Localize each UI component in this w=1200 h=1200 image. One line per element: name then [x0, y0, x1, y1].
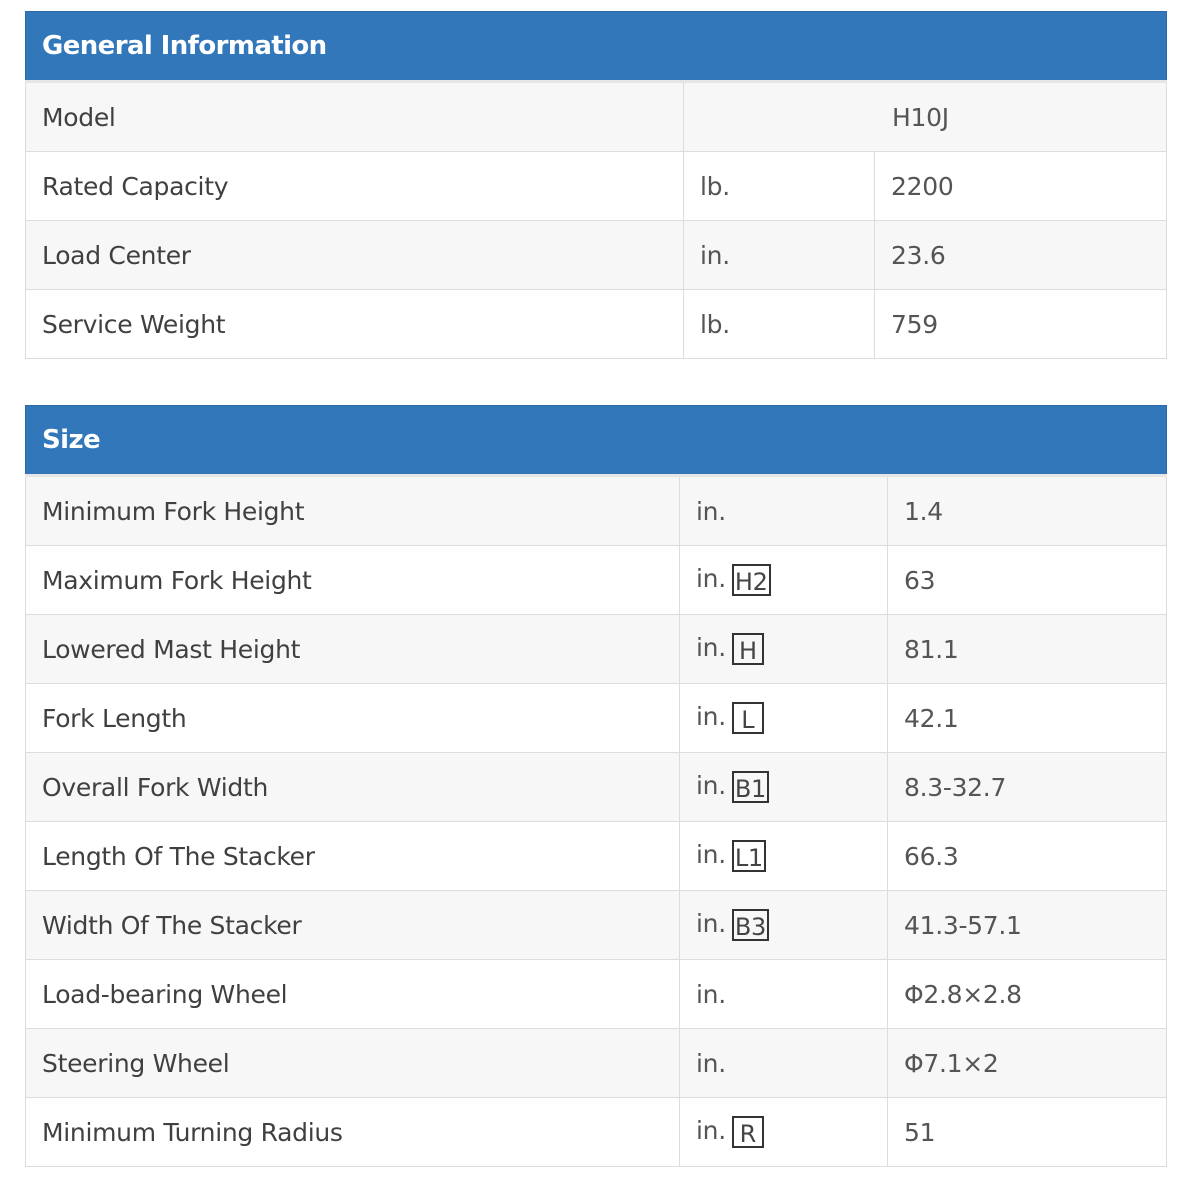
- spec-unit: in.: [696, 564, 726, 593]
- spec-label: Maximum Fork Height: [26, 546, 680, 615]
- spec-unit: in.: [696, 496, 726, 526]
- spec-unit-cell: [680, 891, 888, 960]
- dimension-code-badge: R: [732, 1116, 764, 1148]
- spec-value: 51: [888, 1098, 1167, 1167]
- model-value: H10J: [684, 82, 1167, 152]
- spec-unit-cell: [680, 1098, 888, 1167]
- spec-unit: in.: [696, 633, 726, 662]
- dimension-code-badge: L: [732, 702, 764, 734]
- spec-unit: lb.: [684, 152, 875, 221]
- table-row: [26, 753, 1167, 822]
- spec-unit-cell: [680, 684, 888, 753]
- spec-unit-cell: [680, 546, 888, 615]
- spec-value: 63: [888, 546, 1167, 615]
- table-row: [26, 152, 1167, 221]
- spec-unit: in.: [696, 1048, 726, 1078]
- table-row: [26, 221, 1167, 290]
- spec-label: Minimum Turning Radius: [26, 1098, 680, 1167]
- spec-label: Steering Wheel: [26, 1029, 680, 1098]
- spec-unit: in.: [684, 221, 875, 290]
- spec-label: Overall Fork Width: [26, 753, 680, 822]
- spec-label: Minimum Fork Height: [26, 476, 680, 546]
- spec-label: Model: [26, 82, 684, 152]
- dimension-code-badge: L1: [732, 840, 766, 872]
- spec-label: Rated Capacity: [26, 152, 684, 221]
- spec-value: 2200: [875, 152, 1167, 221]
- table-row: [26, 1029, 1167, 1098]
- table-row: [26, 1098, 1167, 1167]
- spec-label: Fork Length: [26, 684, 680, 753]
- spec-value: 81.1: [888, 615, 1167, 684]
- size-table: [25, 405, 1167, 1167]
- spec-unit-cell: [680, 615, 888, 684]
- table-row: [26, 684, 1167, 753]
- table-row: [26, 546, 1167, 615]
- spec-value: 41.3-57.1: [888, 891, 1167, 960]
- dimension-code-badge: H2: [732, 564, 771, 596]
- spec-value: 759: [875, 290, 1167, 359]
- dimension-code-badge: H: [732, 633, 764, 665]
- size-heading: Size: [26, 406, 1167, 476]
- spec-unit-cell: [680, 753, 888, 822]
- spec-unit: in.: [696, 979, 726, 1009]
- spec-unit-cell: [680, 960, 888, 1029]
- spec-value: 8.3-32.7: [888, 753, 1167, 822]
- spec-value: 23.6: [875, 221, 1167, 290]
- spec-label: Load Center: [26, 221, 684, 290]
- spec-unit: in.: [696, 771, 726, 800]
- spec-label: Length Of The Stacker: [26, 822, 680, 891]
- spec-value: 66.3: [888, 822, 1167, 891]
- table-row: [26, 891, 1167, 960]
- spec-unit-cell: [680, 1029, 888, 1098]
- dimension-code-badge: B3: [732, 909, 769, 941]
- table-row: [26, 960, 1167, 1029]
- spec-label: Service Weight: [26, 290, 684, 359]
- spec-value: Φ7.1×2: [888, 1029, 1167, 1098]
- dimension-code-badge: B1: [732, 771, 769, 803]
- table-row: [26, 822, 1167, 891]
- spec-unit-cell: [680, 822, 888, 891]
- spec-label: Load-bearing Wheel: [26, 960, 680, 1029]
- spec-unit: in.: [696, 702, 726, 731]
- table-row: [26, 290, 1167, 359]
- spec-value: Φ2.8×2.8: [888, 960, 1167, 1029]
- spec-unit: lb.: [684, 290, 875, 359]
- table-row: [26, 82, 1167, 152]
- spec-value: 42.1: [888, 684, 1167, 753]
- general-information-heading: General Information: [26, 12, 1167, 82]
- spec-unit: in.: [696, 909, 726, 938]
- spec-unit: in.: [696, 1116, 726, 1145]
- spec-unit: in.: [696, 840, 726, 869]
- spec-label: Lowered Mast Height: [26, 615, 680, 684]
- spec-unit-cell: [680, 476, 888, 546]
- spec-label: Width Of The Stacker: [26, 891, 680, 960]
- spec-value: 1.4: [888, 476, 1167, 546]
- table-row: [26, 476, 1167, 546]
- table-row: [26, 615, 1167, 684]
- general-information-table: [25, 11, 1167, 359]
